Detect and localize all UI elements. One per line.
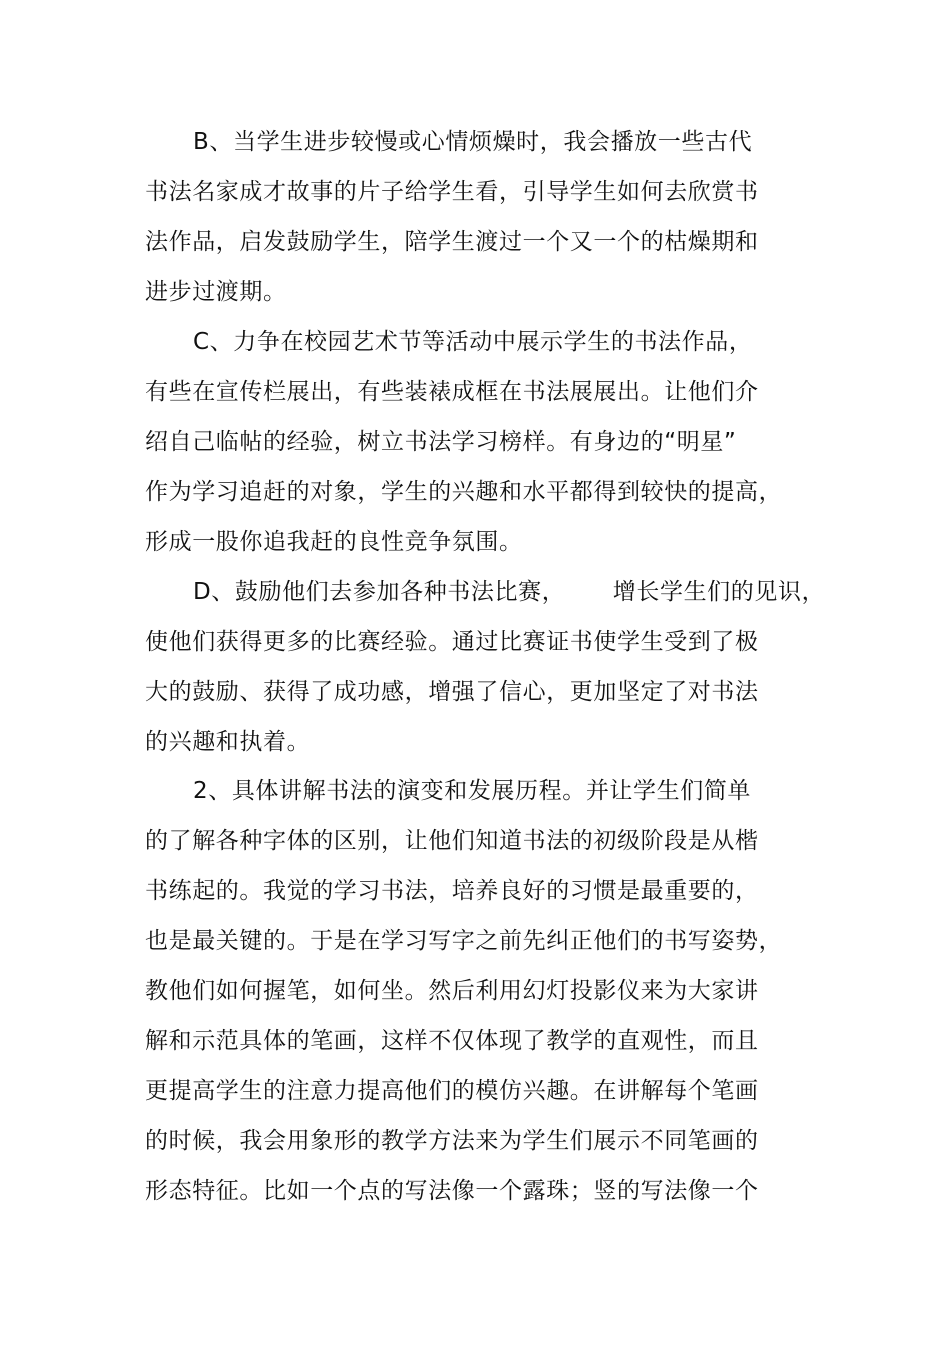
paragraph-b-line-3: 法作品，启发鼓励学生，陪学生渡过一个又一个的枯燥期和: [145, 229, 759, 255]
paragraph-d-line-2: 使他们获得更多的比赛经验。通过比赛证书使学生受到了极: [145, 629, 759, 655]
paragraph-2-line-3: 书练起的。我觉的学习书法，培养良好的习惯是最重要的，: [145, 878, 759, 904]
paragraph-2-line-8: 的时候，我会用象形的教学方法来为学生们展示不同笔画的: [145, 1128, 759, 1154]
paragraph-2-line-4: 也是最关键的。于是在学习写字之前先纠正他们的书写姿势，: [145, 928, 783, 954]
paragraph-b-line-2: 书法名家成才故事的片子给学生看，引导学生如何去欣赏书: [145, 179, 759, 205]
paragraph-d-line-3: 大的鼓励、获得了成功感，增强了信心，更加坚定了对书法: [145, 679, 759, 705]
paragraph-c-line-5: 形成一股你追我赶的良性竞争氛围。: [145, 529, 523, 555]
paragraph-d-line-4: 的兴趣和执着。: [145, 729, 311, 755]
paragraph-2-line-2: 的了解各种字体的区别，让他们知道书法的初级阶段是从楷: [145, 828, 759, 854]
paragraph-c-line-1: C、力争在校园艺术节等活动中展示学生的书法作品，: [193, 329, 753, 355]
paragraph-d-line-1: D、鼓励他们去参加各种书法比赛， 增长学生们的见识，: [193, 579, 826, 605]
paragraph-b-line-4: 进步过渡期。: [145, 279, 287, 305]
paragraph-2-line-6: 解和示范具体的笔画，这样不仅体现了教学的直观性，而且: [145, 1028, 759, 1054]
paragraph-c-line-2: 有些在宣传栏展出，有些装裱成框在书法展展出。让他们介: [145, 379, 759, 405]
paragraph-2-line-1: 2、具体讲解书法的演变和发展历程。并让学生们简单: [193, 778, 752, 804]
paragraph-c-line-4: 作为学习追赶的对象，学生的兴趣和水平都得到较快的提高，: [145, 479, 783, 505]
paragraph-2-line-5: 教他们如何握笔，如何坐。然后利用幻灯投影仪来为大家讲: [145, 978, 759, 1004]
paragraph-2-line-9: 形态特征。比如一个点的写法像一个露珠；竖的写法像一个: [145, 1178, 759, 1204]
paragraph-c-line-3: 绍自己临帖的经验，树立书法学习榜样。有身边的“明星”: [145, 429, 737, 455]
paragraph-2-line-7: 更提高学生的注意力提高他们的模仿兴趣。在讲解每个笔画: [145, 1078, 759, 1104]
paragraph-b-line-1: B、当学生进步较慢或心情烦燥时，我会播放一些古代: [193, 129, 753, 155]
